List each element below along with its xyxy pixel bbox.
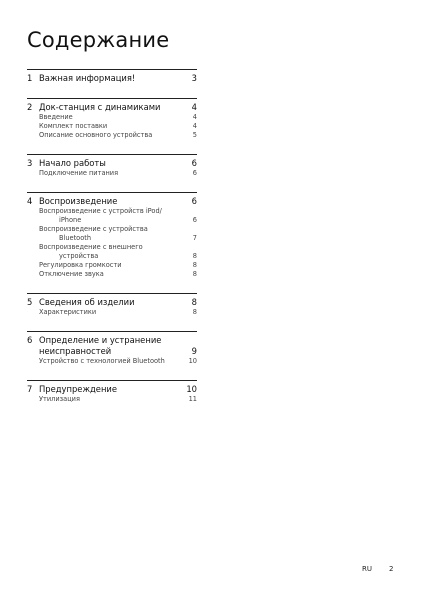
toc-subitem[interactable] xyxy=(27,308,197,317)
section-number: 1 xyxy=(27,73,33,83)
subitem-title: Описание основного устройства xyxy=(39,131,153,139)
section-page: 9 xyxy=(191,346,197,356)
toc-subitem[interactable] xyxy=(27,357,197,366)
subitem-page: 8 xyxy=(192,252,197,260)
toc-section-1 xyxy=(27,69,197,84)
section-number: 5 xyxy=(27,297,33,307)
subitem-page: 6 xyxy=(192,169,197,177)
subitem-page: 4 xyxy=(192,122,197,130)
subitem-title: Устройство с технологией Bluetooth xyxy=(39,357,165,365)
section-number: 7 xyxy=(27,384,33,394)
toc-subitem[interactable] xyxy=(27,122,197,131)
toc-section-7 xyxy=(27,380,197,404)
section-title: Док-станция с динамиками xyxy=(39,102,161,112)
section-title: Важная информация! xyxy=(39,73,136,83)
toc-section-2 xyxy=(27,98,197,140)
toc-section-heading[interactable] xyxy=(27,196,197,207)
subitem-title: Подключение питания xyxy=(39,169,119,177)
section-title: Воспроизведение xyxy=(39,196,118,206)
toc-subitem[interactable] xyxy=(27,395,197,404)
subitem-title-continued: устройства xyxy=(59,252,99,260)
subitem-title: Отключение звука xyxy=(39,270,104,278)
section-page: 3 xyxy=(191,73,197,83)
section-number: 3 xyxy=(27,158,33,168)
section-number: 4 xyxy=(27,196,33,206)
language-code: RU xyxy=(362,565,372,573)
subitem-title: Регулировка громкости xyxy=(39,261,122,269)
subitem-title: Воспроизведение с внешнего xyxy=(39,243,143,251)
toc-subitem[interactable] xyxy=(27,225,197,243)
toc-subitem[interactable] xyxy=(27,113,197,122)
toc-section-heading[interactable] xyxy=(27,297,197,308)
subitem-page: 8 xyxy=(192,308,197,316)
subitem-title: Утилизация xyxy=(39,395,80,403)
subitem-page: 6 xyxy=(192,216,197,224)
section-page: 6 xyxy=(191,196,197,206)
section-page: 10 xyxy=(186,384,197,394)
section-number: 2 xyxy=(27,102,33,112)
page-title: Содержание xyxy=(27,28,170,52)
toc-subitem[interactable] xyxy=(27,261,197,270)
subitem-title: Характеристики xyxy=(39,308,97,316)
section-title: Определение и устранение xyxy=(39,335,162,345)
subitem-page: 7 xyxy=(192,234,197,242)
section-page: 6 xyxy=(191,158,197,168)
subitem-page: 5 xyxy=(192,131,197,139)
subitem-page: 11 xyxy=(188,395,197,403)
subitem-title: Введение xyxy=(39,113,73,121)
toc-subitem[interactable] xyxy=(27,169,197,178)
toc-section-3 xyxy=(27,154,197,178)
subitem-page: 8 xyxy=(192,261,197,269)
toc-section-6 xyxy=(27,331,197,366)
toc-section-4 xyxy=(27,192,197,279)
toc-section-5 xyxy=(27,293,197,317)
subitem-title-continued: iPhone xyxy=(59,216,82,224)
toc-subitem[interactable] xyxy=(27,243,197,261)
subitem-page: 4 xyxy=(192,113,197,121)
toc-section-heading[interactable] xyxy=(27,102,197,113)
section-number: 6 xyxy=(27,335,33,345)
page-number: 2 xyxy=(389,565,394,573)
toc-section-heading[interactable] xyxy=(27,335,197,357)
subitem-title: Воспроизведение с устройств iPod/ xyxy=(39,207,162,215)
section-title: Сведения об изделии xyxy=(39,297,135,307)
subitem-page: 10 xyxy=(188,357,197,365)
section-title: Начало работы xyxy=(39,158,106,168)
subitem-page: 8 xyxy=(192,270,197,278)
toc-section-heading[interactable] xyxy=(27,73,197,84)
toc-subitem[interactable] xyxy=(27,131,197,140)
section-title-continued: неисправностей xyxy=(39,346,112,356)
toc-subitem[interactable] xyxy=(27,207,197,225)
section-page: 4 xyxy=(191,102,197,112)
table-of-contents xyxy=(27,69,197,404)
toc-subitem[interactable] xyxy=(27,270,197,279)
subitem-title: Воспроизведение с устройства xyxy=(39,225,148,233)
subitem-title: Комплект поставки xyxy=(39,122,108,130)
section-title: Предупреждение xyxy=(39,384,118,394)
toc-section-heading[interactable] xyxy=(27,158,197,169)
section-page: 8 xyxy=(191,297,197,307)
subitem-title-continued: Bluetooth xyxy=(59,234,92,242)
toc-section-heading[interactable] xyxy=(27,384,197,395)
